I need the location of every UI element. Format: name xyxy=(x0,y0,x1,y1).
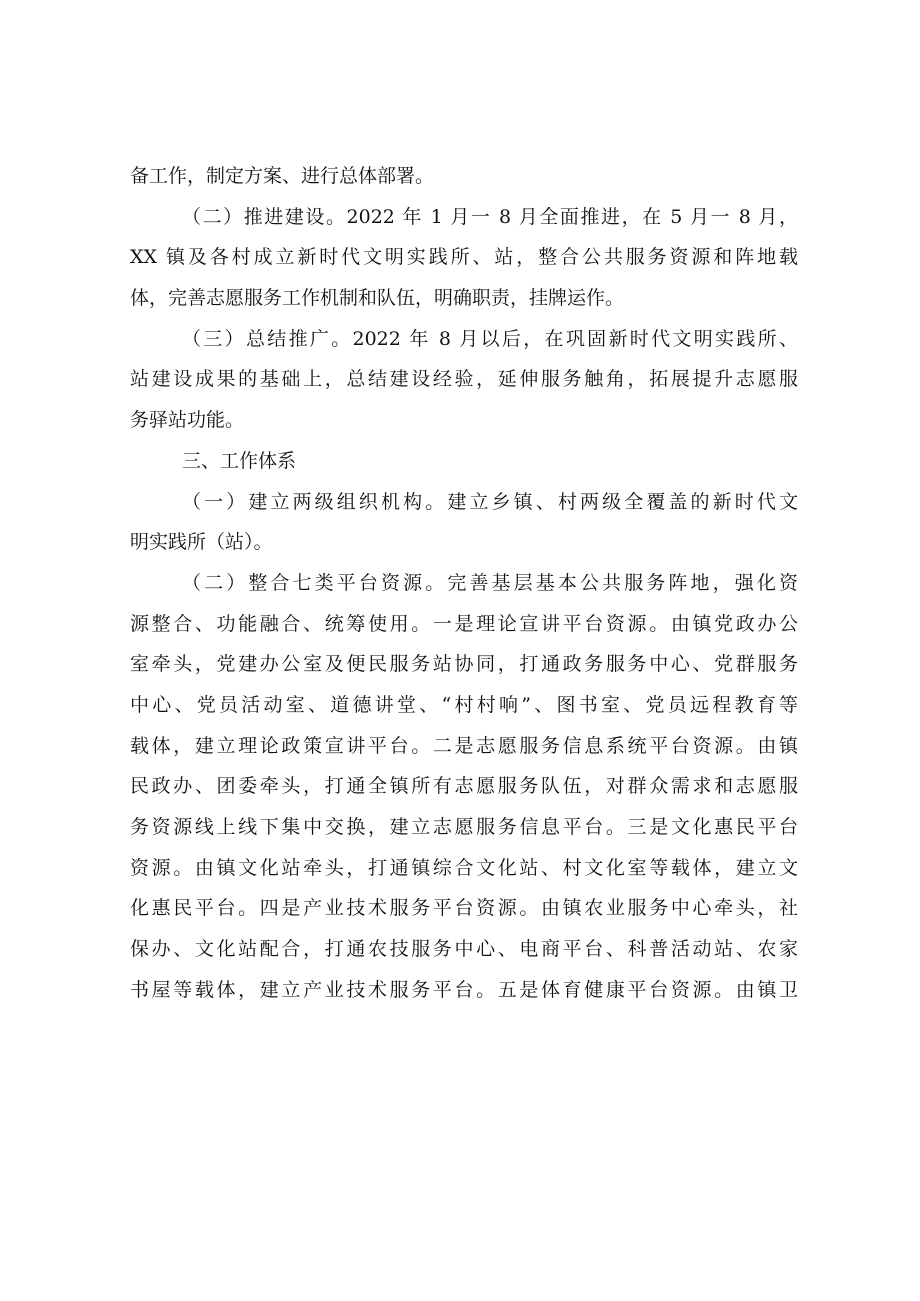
text-line: 资源。由镇文化站牵头，打通镇综合文化站、村文化室等载体，建立文 xyxy=(130,856,798,879)
text-line: 化惠民平台。四是产业技术服务平台资源。由镇农业服务中心牵头，社 xyxy=(130,897,798,920)
text-line: 站建设成果的基础上，总结建设经验，延伸服务触角，拓展提升志愿服 xyxy=(130,368,798,391)
text-line: 体，完善志愿服务工作机制和队伍，明确职责，挂牌运作。 xyxy=(130,287,625,310)
text-line: 源整合、功能融合、统筹使用。一是理论宣讲平台资源。由镇党政办公 xyxy=(130,612,798,635)
text-line: 室牵头，党建办公室及便民服务站协同，打通政务服务中心、党群服务 xyxy=(130,653,798,676)
text-line: XX 镇及各村成立新时代文明实践所、站，整合公共服务资源和阵地载 xyxy=(130,246,798,269)
text-line: 书屋等载体，建立产业技术服务平台。五是体育健康平台资源。由镇卫 xyxy=(130,978,798,1001)
paragraph-org-start: （一）建立两级组织机构。建立乡镇、村两级全覆盖的新时代文 xyxy=(182,490,798,513)
text-line: 民政办、团委牵头，打通全镇所有志愿服务队伍，对群众需求和志愿服 xyxy=(130,775,798,798)
paragraph-3-start: （三）总结推广。2022 年 8 月以后，在巩固新时代文明实践所、 xyxy=(182,327,798,350)
text-line: 明实践所（站）。 xyxy=(130,531,273,554)
text-line: 载体，建立理论政策宣讲平台。二是志愿服务信息系统平台资源。由镇 xyxy=(130,734,798,757)
paragraph-2-start: （二）推进建设。2022 年 1 月一 8 月全面推进，在 5 月一 8 月， xyxy=(182,205,798,228)
text-line: 中心、党员活动室、道德讲堂、“村村响”、图书室、党员远程教育等 xyxy=(130,693,798,716)
text-line: 务资源线上线下集中交换，建立志愿服务信息平台。三是文化惠民平台 xyxy=(130,816,798,838)
text-line: 保办、文化站配合，打通农技服务中心、电商平台、科普活动站、农家 xyxy=(130,938,798,961)
text-line: 备工作，制定方案、进行总体部署。 xyxy=(130,165,435,187)
document-body xyxy=(130,156,798,1010)
section-heading-work-system: 三、工作体系 xyxy=(182,449,297,472)
text-line: 务驿站功能。 xyxy=(130,409,245,432)
paragraph-platform-start: （二）整合七类平台资源。完善基层基本公共服务阵地，强化资 xyxy=(182,571,798,594)
